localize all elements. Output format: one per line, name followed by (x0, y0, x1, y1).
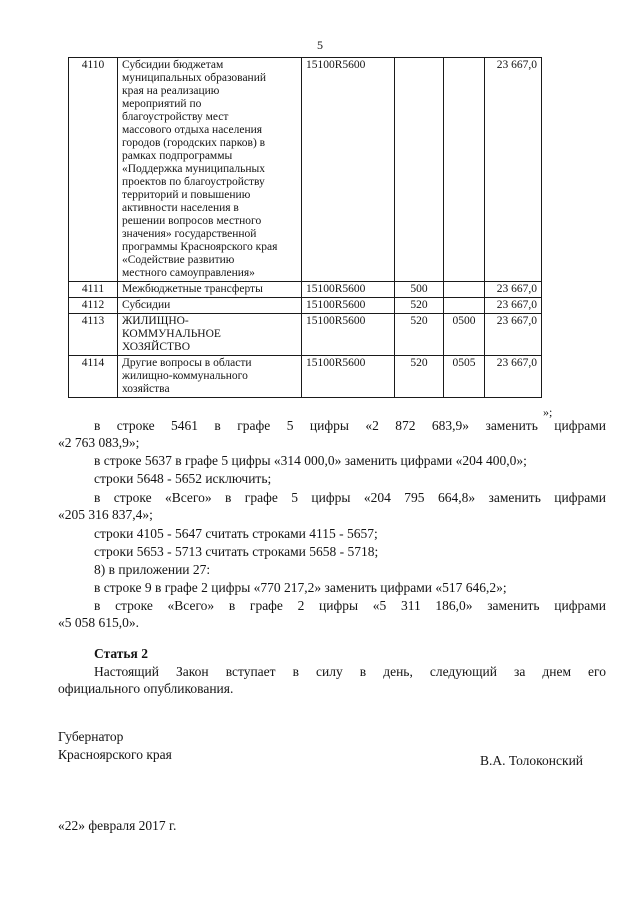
row-name-line: активности населения в (122, 202, 239, 214)
table-row (69, 356, 542, 398)
section-code: 0505 (444, 356, 485, 398)
row-name-line: «Поддержка муниципальных (122, 163, 265, 175)
row-name-line: муниципальных образований (122, 72, 267, 84)
document-date: «22» февраля 2017 г. (58, 818, 177, 833)
row-name (118, 282, 302, 298)
row-name-line: Субсидии бюджетам (122, 59, 224, 71)
target-code: 15100R5600 (302, 356, 395, 398)
article-text-line-1: Настоящий Закон вступает в силу в день, следующий за днем его (94, 664, 606, 679)
section-code (444, 58, 485, 282)
row-name-line: местного самоуправления» (122, 267, 255, 279)
row-name-line: хозяйства (122, 383, 170, 395)
budget-table (68, 57, 542, 398)
row-name-line: «Содействие развитию (122, 254, 235, 266)
row-name-line: рамках подпрограммы (122, 150, 233, 162)
row-number: 4114 (69, 356, 118, 398)
amount: 23 667,0 (485, 58, 542, 282)
row-number: 4113 (69, 314, 118, 356)
article-text-line-2: официального опубликования. (58, 681, 234, 696)
target-code: 15100R5600 (302, 314, 395, 356)
section-code: 0500 (444, 314, 485, 356)
body-line-4: строки 5648 - 5652 исключить; (94, 471, 272, 486)
target-code: 15100R5600 (302, 282, 395, 298)
body-line-12: «5 058 615,0». (58, 615, 139, 630)
row-number: 4112 (69, 298, 118, 314)
row-number: 4111 (69, 282, 118, 298)
body-line-1: в строке 5461 в графе 5 цифры «2 872 683,9» заменить цифрами (94, 418, 606, 433)
row-name-line: Другие вопросы в области (122, 357, 252, 369)
table-row (69, 298, 542, 314)
body-line-11: в строке «Всего» в графе 2 цифры «5 311 186,0» заменить цифрами (94, 598, 606, 613)
row-name (118, 314, 302, 356)
section-code (444, 298, 485, 314)
row-name-line: мероприятий по (122, 98, 202, 110)
body-line-3: в строке 5637 в графе 5 цифры «314 000,0» заменить цифрами «204 400,0»; (94, 453, 527, 468)
row-name-line: проектов по благоустройству (122, 176, 265, 188)
row-name-line: территорий и повышению (122, 189, 251, 201)
section-code (444, 282, 485, 298)
row-name-line: Межбюджетные трансферты (122, 283, 263, 295)
body-line-10: в строке 9 в графе 2 цифры «770 217,2» заменить цифрами «517 646,2»; (94, 580, 507, 595)
expense-type (395, 58, 444, 282)
amount: 23 667,0 (485, 356, 542, 398)
amount: 23 667,0 (485, 314, 542, 356)
expense-type: 520 (395, 298, 444, 314)
row-name-line: массового отдыха населения (122, 124, 263, 136)
row-name-line: КОММУНАЛЬНОЕ (122, 328, 221, 340)
row-name-line: городов (городских парков) в (122, 137, 266, 149)
signature-title-1: Губернатор (58, 729, 124, 744)
table-end-mark: »; (543, 405, 553, 419)
article-title: Статья 2 (94, 646, 148, 661)
amount: 23 667,0 (485, 298, 542, 314)
row-name-line: края на реализацию (122, 85, 220, 97)
expense-type: 500 (395, 282, 444, 298)
table-row (69, 314, 542, 356)
row-name (118, 58, 302, 282)
row-name (118, 356, 302, 398)
row-name-line: жилищно-коммунального (122, 370, 248, 382)
body-line-2: «2 763 083,9»; (58, 435, 140, 450)
signature-name: В.А. Толоконский (480, 753, 584, 768)
target-code: 15100R5600 (302, 298, 395, 314)
expense-type: 520 (395, 314, 444, 356)
row-number: 4110 (69, 58, 118, 282)
row-name-line: благоустройству мест (122, 111, 229, 123)
row-name-line: ХОЗЯЙСТВО (122, 341, 190, 353)
table-row (69, 282, 542, 298)
row-name (118, 298, 302, 314)
body-line-7: строки 4105 - 5647 считать строками 4115 - 5657; (94, 526, 378, 541)
row-name-line: значения» государственной (122, 228, 257, 240)
expense-type: 520 (395, 356, 444, 398)
body-line-6: «205 316 837,4»; (58, 507, 153, 522)
body-line-5: в строке «Всего» в графе 5 цифры «204 795 664,8» заменить цифрами (94, 490, 606, 505)
body-line-8: строки 5653 - 5713 считать строками 5658 - 5718; (94, 544, 379, 559)
row-name-line: решении вопросов местного (122, 215, 262, 227)
signature-title-2: Красноярского края (58, 747, 172, 762)
body-line-9: 8) в приложении 27: (94, 562, 211, 577)
amount: 23 667,0 (485, 282, 542, 298)
page-number: 5 (317, 38, 323, 52)
target-code: 15100R5600 (302, 58, 395, 282)
row-name-line: программы Красноярского края (122, 241, 278, 253)
row-name-line: ЖИЛИЩНО- (122, 315, 189, 327)
table-row (69, 58, 542, 282)
row-name-line: Субсидии (122, 299, 171, 311)
